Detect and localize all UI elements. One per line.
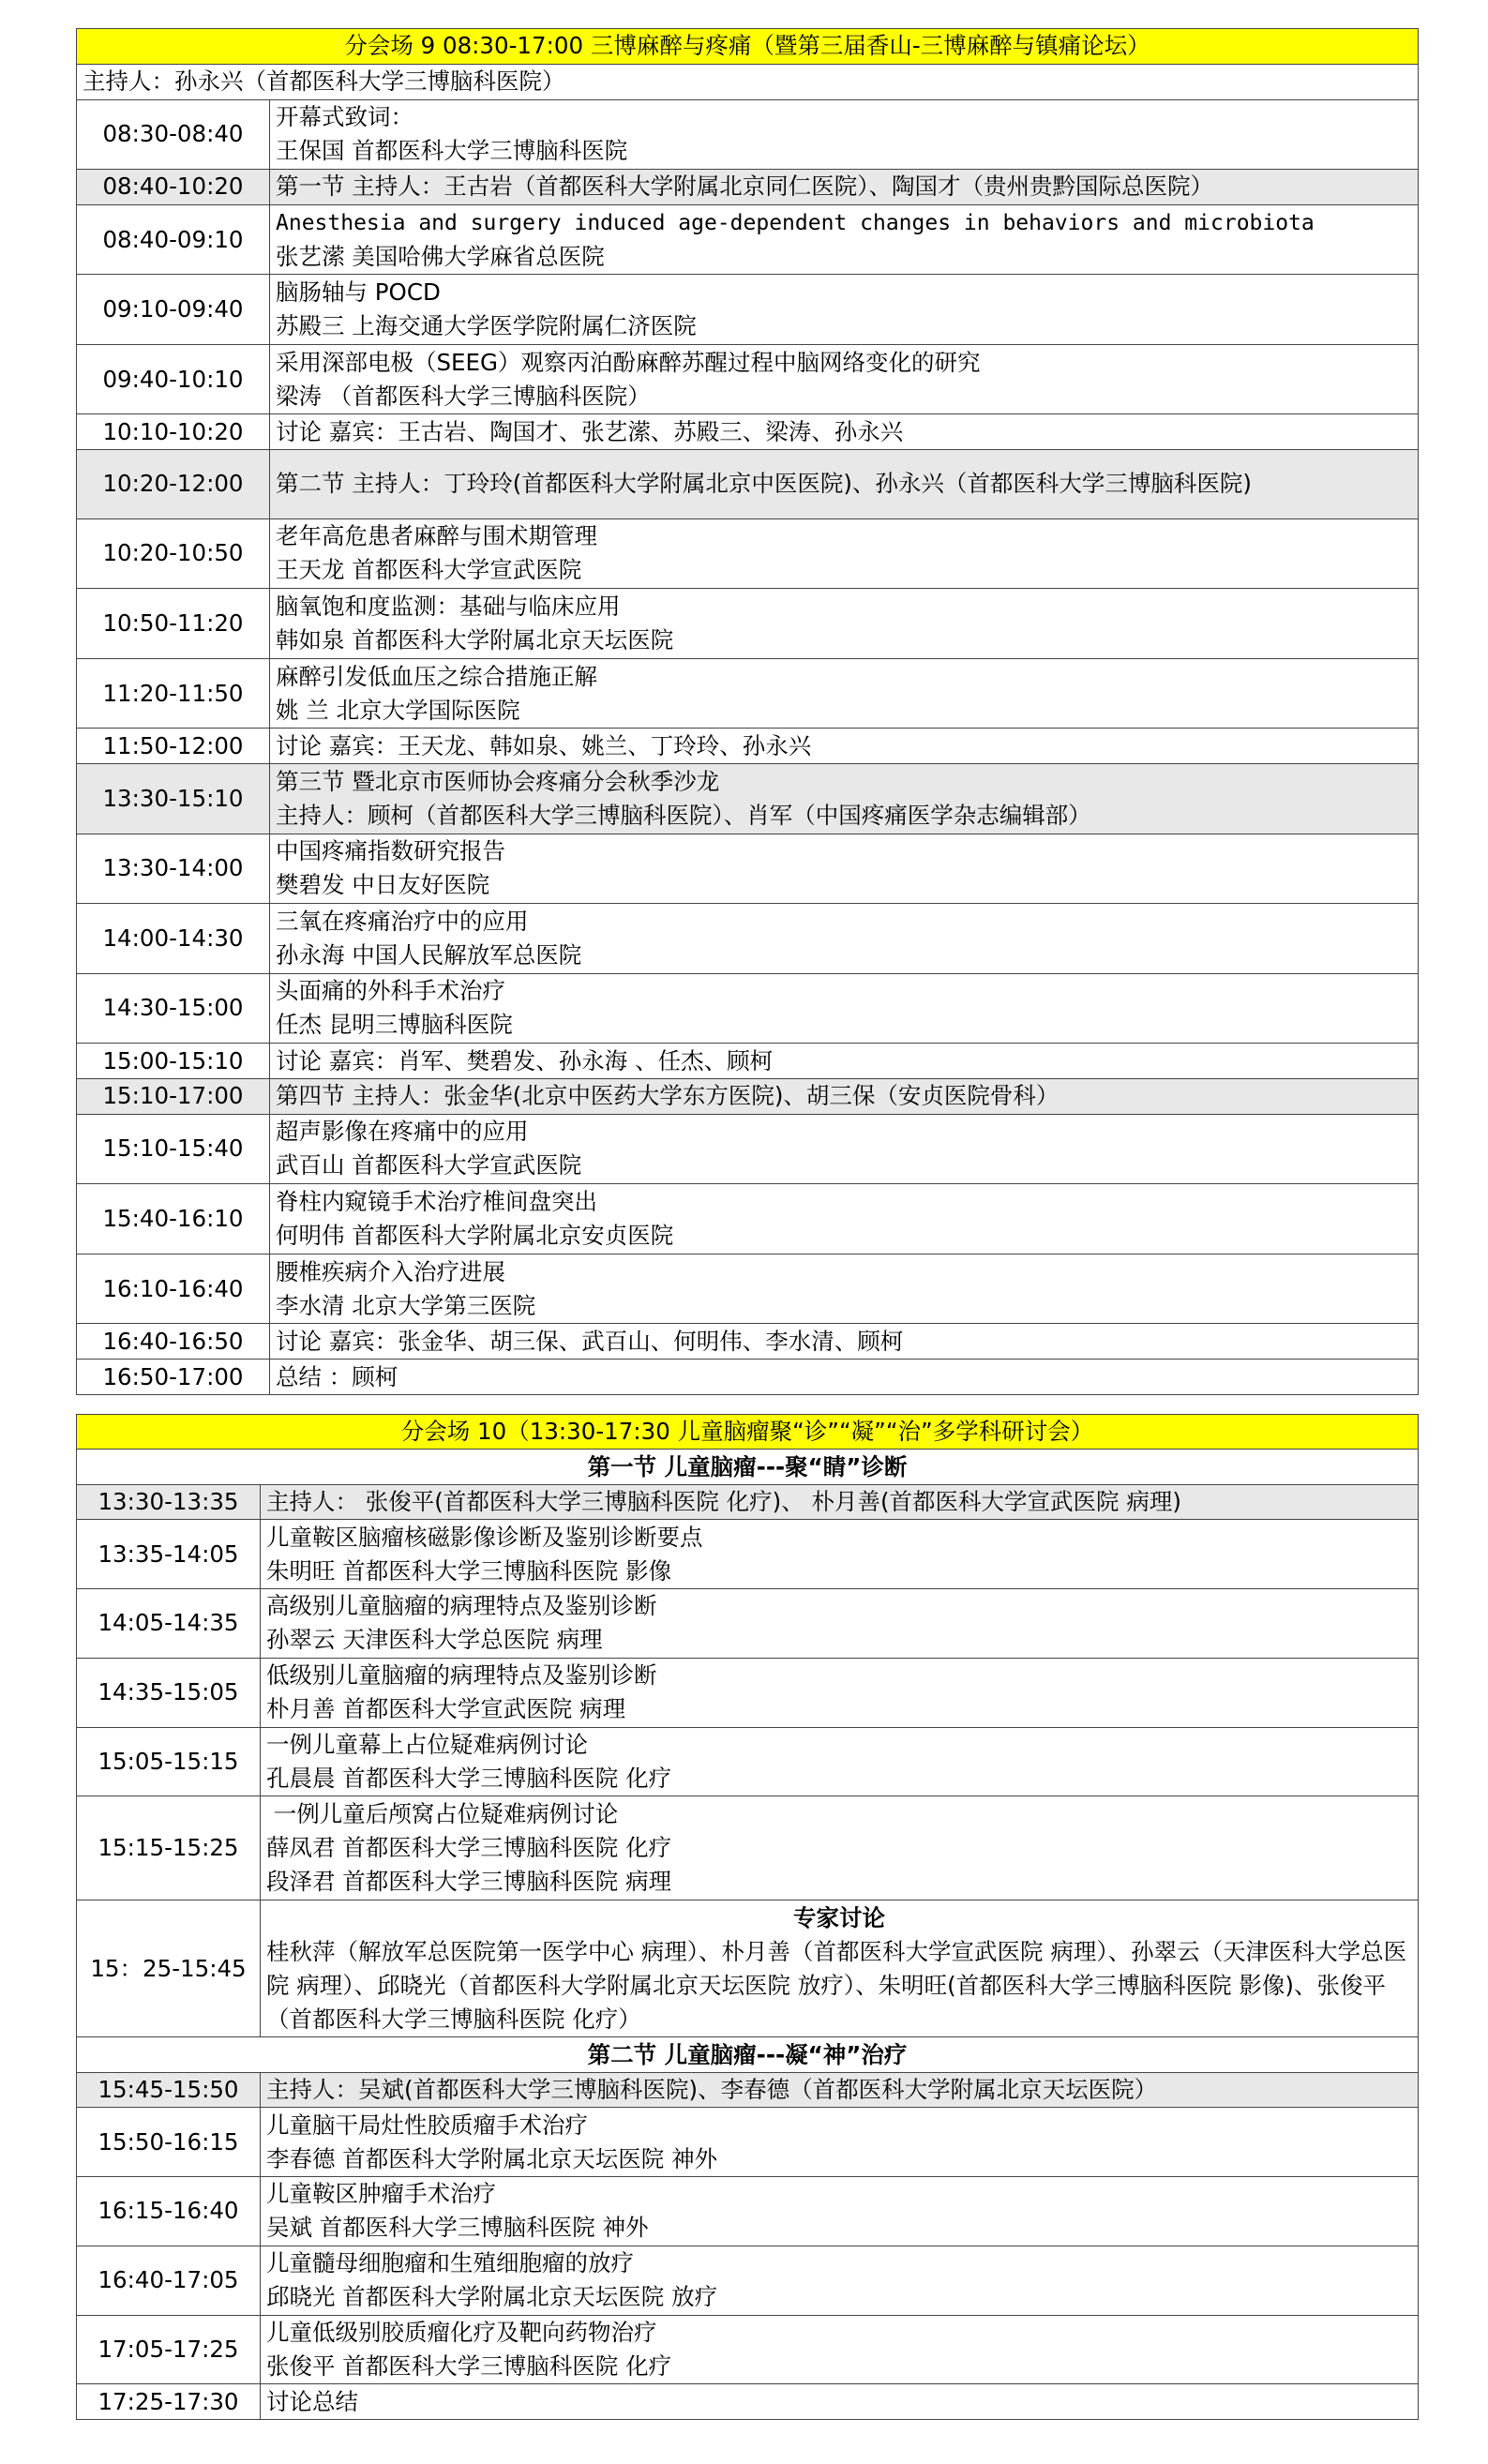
- table-row: [77, 973, 1419, 1044]
- speaker: 任杰 昆明三博脑科医院: [276, 1011, 513, 1039]
- talk-title: 儿童鞍区脑瘤核磁影像诊断及鉴别诊断要点: [266, 1523, 703, 1551]
- time-cell: 17:05-17:25: [77, 2315, 261, 2384]
- table-row: [77, 2246, 1419, 2315]
- session10-title: 分会场 10（13:30-17:30 儿童脑瘤聚“诊”“凝”“治”多学科研讨会）: [77, 1415, 1419, 1450]
- speaker: 段泽君 首都医科大学三博脑科医院 病理: [266, 1868, 672, 1896]
- talk-title: 儿童髓母细胞瘤和生殖细胞瘤的放疗: [266, 2249, 634, 2277]
- talk-title: 脊柱内窥镜手术治疗椎间盘突出: [276, 1188, 597, 1215]
- summary: 讨论总结: [266, 2387, 358, 2415]
- content-cell: [270, 589, 1419, 659]
- section-chairs: [261, 1484, 1419, 1519]
- section-chairs: [261, 2072, 1419, 2107]
- discussion: 讨论 嘉宾：王古岩、陶国才、张艺潆、苏殿三、梁涛、孙永兴: [276, 417, 904, 445]
- session9-title: 分会场 9 08:30-17:00 三博麻醉与疼痛（暨第三届香山-三博麻醉与镇痛论坛）: [77, 29, 1419, 65]
- summary: 总结 ：顾柯: [276, 1362, 398, 1390]
- speaker: 苏殿三 上海交通大学医学院附属仁济医院: [276, 312, 697, 340]
- section-title: 第三节 暨北京市医师协会疼痛分会秋季沙龙: [276, 767, 720, 795]
- time-cell: 15:05-15:15: [77, 1727, 261, 1796]
- content-cell: [270, 414, 1419, 450]
- table-row: [77, 2176, 1419, 2246]
- speaker: 何明伟 首都医科大学附属北京安贞医院: [276, 1222, 674, 1249]
- section-title: 第四节 主持人：张金华(北京中医药大学东方医院)、胡三保（安贞医院骨科）: [276, 1082, 1060, 1110]
- talk-title: 采用深部电极（SEEG）观察丙泊酚麻醉苏醒过程中脑网络变化的研究: [276, 348, 981, 376]
- time-cell: 08:40-09:10: [77, 204, 270, 275]
- table-row: [77, 834, 1419, 904]
- talk-title: Anesthesia and surgery induced age-dependent changes in behaviors and microbiota: [276, 210, 1315, 235]
- table-row: [77, 1796, 1419, 1900]
- expert-discussion-title: 专家讨论: [793, 1903, 885, 1931]
- table-row: [77, 414, 1419, 450]
- content-cell: [261, 2315, 1419, 2384]
- content-cell: [261, 1727, 1419, 1796]
- time-cell: 15：25-15:45: [77, 1900, 261, 2037]
- table-row: [77, 1520, 1419, 1589]
- time-cell: 13:30-13:35: [77, 1484, 261, 1519]
- talk-title: 麻醉引发低血压之综合措施正解: [276, 662, 597, 690]
- talk-title: 儿童鞍区肿瘤手术治疗: [266, 2180, 496, 2208]
- time-cell: 09:10-09:40: [77, 275, 270, 345]
- part2-header-row: [77, 2037, 1419, 2072]
- time-cell: 11:50-12:00: [77, 729, 270, 764]
- talk-title: 中国疼痛指数研究报告: [276, 837, 505, 865]
- table-row: [77, 2108, 1419, 2177]
- talk-title: 脑肠轴与 POCD: [276, 278, 441, 307]
- content-cell: [270, 518, 1419, 589]
- time-cell: 10:20-10:50: [77, 518, 270, 589]
- content-cell: [261, 1589, 1419, 1659]
- time-cell: 09:40-10:10: [77, 344, 270, 414]
- section-row: [77, 1078, 1419, 1114]
- discussion: 讨论 嘉宾：张金华、胡三保、武百山、何明伟、李水清、顾柯: [276, 1327, 904, 1355]
- table-row: [77, 1589, 1419, 1659]
- content-cell: [261, 2108, 1419, 2177]
- content-cell: [270, 834, 1419, 904]
- session9-host-row: [77, 64, 1419, 99]
- table-row: [77, 2384, 1419, 2420]
- speaker: 孔晨晨 首都医科大学三博脑科医院 化疗: [266, 1765, 672, 1793]
- table-row: [77, 204, 1419, 275]
- content-cell: [261, 2246, 1419, 2315]
- time-cell: 16:50-17:00: [77, 1360, 270, 1395]
- speaker: 朴月善 首都医科大学宣武医院 病理: [266, 1695, 626, 1723]
- content-cell: [270, 658, 1419, 729]
- talk-title: 一例儿童幕上占位疑难病例讨论: [266, 1731, 588, 1759]
- session9-host: 主持人：孙永兴（首都医科大学三博脑科医院）: [77, 64, 1419, 99]
- talk-title: 低级别儿童脑瘤的病理特点及鉴别诊断: [266, 1661, 657, 1690]
- time-cell: 08:40-10:20: [77, 170, 270, 205]
- content-cell: [261, 1520, 1419, 1589]
- table-row: [77, 344, 1419, 414]
- talk-title: 老年高危患者麻醉与围术期管理: [276, 522, 597, 550]
- content-cell: [270, 729, 1419, 764]
- section-row: [77, 170, 1419, 205]
- speaker: 韩如泉 首都医科大学附属北京天坛医院: [276, 625, 674, 654]
- content-cell: [261, 1796, 1419, 1900]
- part1-title: 第一节 儿童脑瘤---聚“睛”诊断: [77, 1450, 1419, 1484]
- content-cell: [270, 904, 1419, 974]
- table-row: [77, 1658, 1419, 1727]
- speaker: 王天龙 首都医科大学宣武医院: [276, 556, 582, 584]
- talk-title: 脑氧饱和度监测：基础与临床应用: [276, 592, 621, 620]
- section-row: [77, 764, 1419, 834]
- table-row: [77, 1254, 1419, 1324]
- session9-table: [76, 28, 1419, 1395]
- speaker: 薛凤君 首都医科大学三博脑科医院 化疗: [266, 1834, 672, 1862]
- talk-title: 一例儿童后颅窝占位疑难病例讨论: [266, 1800, 619, 1828]
- part2-title: 第二节 儿童脑瘤---凝“神”治疗: [77, 2037, 1419, 2072]
- time-cell: 10:20-12:00: [77, 450, 270, 519]
- speaker: 张艺潆 美国哈佛大学麻省总医院: [276, 242, 605, 270]
- section-hosts: 主持人：顾柯（首都医科大学三博脑科医院）、肖军（中国疼痛医学杂志编辑部）: [276, 801, 1091, 829]
- table-row: [77, 658, 1419, 729]
- table-row: [77, 275, 1419, 345]
- content-cell: [261, 2384, 1419, 2420]
- table-row: [77, 1184, 1419, 1255]
- speaker: 朱明旺 首都医科大学三博脑科医院 影像: [266, 1556, 672, 1585]
- time-cell: 16:40-16:50: [77, 1324, 270, 1360]
- session10-table: [76, 1414, 1419, 2420]
- content-cell: [270, 275, 1419, 345]
- speaker: 王保国 首都医科大学三博脑科医院: [276, 137, 628, 165]
- discussion: 讨论 嘉宾：王天龙、韩如泉、姚兰、丁玲玲、孙永兴: [276, 731, 812, 759]
- speaker: 孙翠云 天津医科大学总医院 病理: [266, 1626, 603, 1654]
- content-cell: [270, 344, 1419, 414]
- talk-title: 头面痛的外科手术治疗: [276, 977, 505, 1005]
- table-row: [77, 1044, 1419, 1079]
- section-hosts: 主持人： 张俊平(首都医科大学三博脑科医院 化疗)、 朴月善(首都医科大学宣武医院 病理): [266, 1488, 1181, 1516]
- time-cell: 15:10-15:40: [77, 1114, 270, 1184]
- time-cell: 11:20-11:50: [77, 658, 270, 729]
- speaker: 吴斌 首都医科大学三博脑科医院 神外: [266, 2214, 649, 2242]
- speaker: 樊碧发 中日友好医院: [276, 871, 490, 899]
- session9-header-row: [77, 29, 1419, 65]
- table-row: [77, 729, 1419, 764]
- time-cell: 10:50-11:20: [77, 589, 270, 659]
- section-chairs: [270, 170, 1419, 205]
- content-cell: [270, 1044, 1419, 1079]
- content-cell: [270, 1360, 1419, 1395]
- talk-title: 儿童脑干局灶性胶质瘤手术治疗: [266, 2111, 588, 2139]
- time-cell: 13:30-15:10: [77, 764, 270, 834]
- time-cell: 15:40-16:10: [77, 1184, 270, 1255]
- talk-title: 腰椎疾病介入治疗进展: [276, 1257, 505, 1285]
- section-chairs: [270, 450, 1419, 519]
- session10-header-row: [77, 1415, 1419, 1450]
- time-cell: 15:00-15:10: [77, 1044, 270, 1079]
- talk-title: 三氧在疼痛治疗中的应用: [276, 907, 529, 935]
- content-cell: [270, 1114, 1419, 1184]
- speaker: 张俊平 首都医科大学三博脑科医院 化疗: [266, 2351, 672, 2380]
- section-row: [77, 1484, 1419, 1519]
- section-hosts: 主持人：吴斌(首都医科大学三博脑科医院)、李春德（首都医科大学附属北京天坛医院）: [266, 2075, 1158, 2103]
- time-cell: 17:25-17:30: [77, 2384, 261, 2420]
- talk-title: 开幕式致词：: [276, 103, 413, 131]
- speaker: 邱晓光 首都医科大学附属北京天坛医院 放疗: [266, 2283, 718, 2311]
- content-cell: [270, 1324, 1419, 1360]
- talk-title: 超声影像在疼痛中的应用: [276, 1118, 529, 1146]
- time-cell: 15:10-17:00: [77, 1078, 270, 1114]
- time-cell: 13:35-14:05: [77, 1520, 261, 1589]
- content-cell: [270, 99, 1419, 170]
- content-cell: [270, 973, 1419, 1044]
- talk-title: 儿童低级别胶质瘤化疗及靶向药物治疗: [266, 2318, 657, 2346]
- time-cell: 16:15-16:40: [77, 2176, 261, 2246]
- table-row: [77, 99, 1419, 170]
- part1-header-row: [77, 1450, 1419, 1484]
- section-title: 第一节 主持人：王古岩（首都医科大学附属北京同仁医院）、陶国才（贵州贵黔国际总医院）: [276, 173, 1214, 201]
- table-row: [77, 518, 1419, 589]
- table-row: [77, 904, 1419, 974]
- content-cell: [270, 1184, 1419, 1255]
- time-cell: 10:10-10:20: [77, 414, 270, 450]
- content-cell: [261, 2176, 1419, 2246]
- discussion: 讨论 嘉宾：肖军、樊碧发、孙永海 、任杰、顾柯: [276, 1046, 774, 1074]
- speaker: 李水清 北京大学第三医院: [276, 1291, 536, 1319]
- time-cell: 14:05-14:35: [77, 1589, 261, 1659]
- time-cell: 16:40-17:05: [77, 2246, 261, 2315]
- time-cell: 14:30-15:00: [77, 973, 270, 1044]
- table-row: [77, 1324, 1419, 1360]
- speaker: 姚 兰 北京大学国际医院: [276, 696, 520, 724]
- section-row: [77, 450, 1419, 519]
- content-cell: [270, 204, 1419, 275]
- content-cell: [261, 1658, 1419, 1727]
- speaker: 李春德 首都医科大学附属北京天坛医院 神外: [266, 2144, 718, 2172]
- time-cell: 15:15-15:25: [77, 1796, 261, 1900]
- speaker: 武百山 首都医科大学宣武医院: [276, 1151, 582, 1179]
- section-row: [77, 2072, 1419, 2107]
- section-chairs: [270, 1078, 1419, 1114]
- section-chairs: [270, 764, 1419, 834]
- table-row: [77, 589, 1419, 659]
- speaker: 梁涛 （首都医科大学三博脑科医院）: [276, 382, 651, 410]
- content-cell: [261, 1900, 1419, 2037]
- talk-title: 高级别儿童脑瘤的病理特点及鉴别诊断: [266, 1592, 657, 1620]
- speaker: 孙永海 中国人民解放军总医院: [276, 940, 582, 969]
- expert-list: 桂秋萍（解放军总医院第一医学中心 病理）、朴月善（首都医科大学宣武医院 病理）、孙翠云（天津医科大学总医院 病理）、邱晓光（首都医科大学附属北京天坛医院 放疗）、朱明旺(首都医科大学三博脑科医院 影像)、张俊平 （首都医科大学三博脑科医院 化疗）: [266, 1937, 1407, 2033]
- time-cell: 15:50-16:15: [77, 2108, 261, 2177]
- table-row: [77, 1360, 1419, 1395]
- time-cell: 16:10-16:40: [77, 1254, 270, 1324]
- expert-discussion-row: [77, 1900, 1419, 2037]
- table-row: [77, 1114, 1419, 1184]
- time-cell: 13:30-14:00: [77, 834, 270, 904]
- time-cell: 14:00-14:30: [77, 904, 270, 974]
- content-cell: [270, 1254, 1419, 1324]
- table-row: [77, 1727, 1419, 1796]
- section-title: 第二节 主持人：丁玲玲(首都医科大学附属北京中医医院)、孙永兴（首都医科大学三博脑科医院): [276, 470, 1252, 498]
- table-row: [77, 2315, 1419, 2384]
- time-cell: 08:30-08:40: [77, 99, 270, 170]
- time-cell: 14:35-15:05: [77, 1658, 261, 1727]
- time-cell: 15:45-15:50: [77, 2072, 261, 2107]
